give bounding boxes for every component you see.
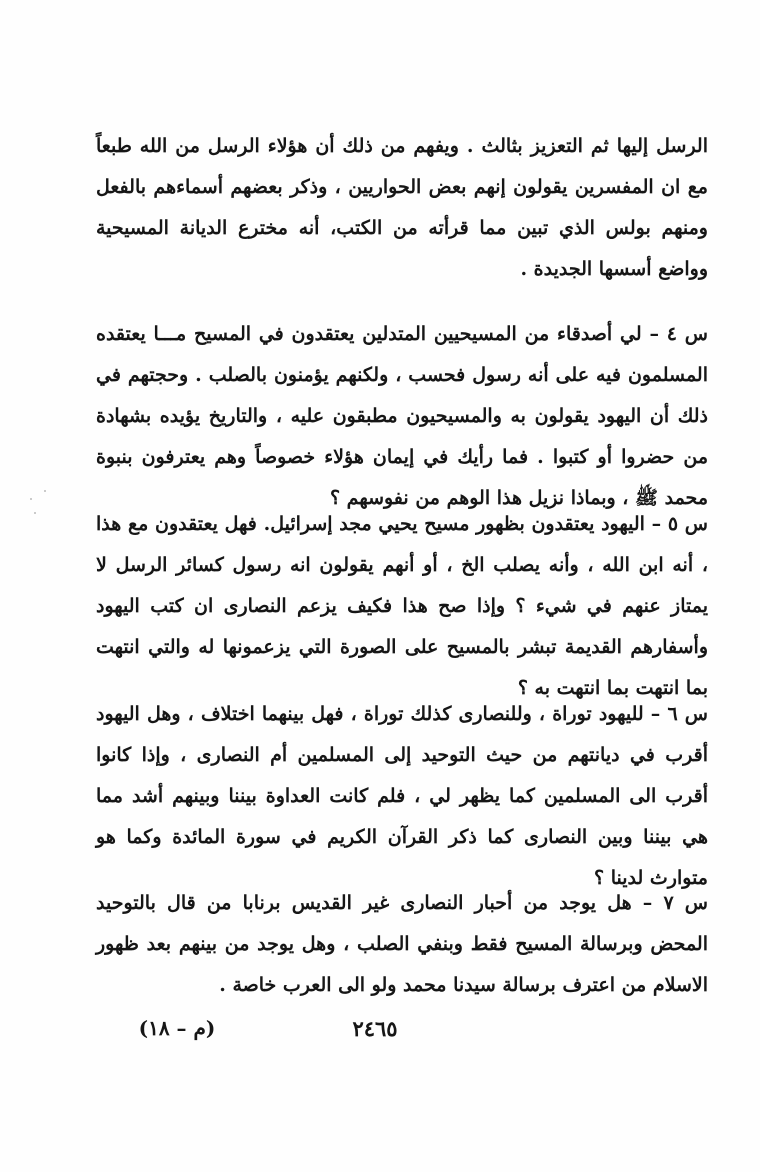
scan-speck [34,512,36,514]
question-4: س ٤ – لي أصدقاء من المسيحيين المتدلين يعتقدون في المسيح مـــا يعتقده المسلمون فيه على أنه رسول فحسب ، ولكنهم يؤمنون بالصلب . وحجتهم في ذلك أن اليهود يقولون به والمسيحيون مطبقون عليه ، والتاريخ يؤيده بشهادة من حضروا أو كتبوا . فما رأيك في إيمان هؤلاء خصوصاً وهم يعترفون بنبوة محمد ﷺ ، وبماذا نزيل هذا الوهم من نفوسهم ؟ [96,323,709,509]
question-6: س ٦ – لليهود توراة ، وللنصارى كذلك توراة ، فهل بينهما اختلاف ، وهل اليهود أقرب في ديانتهم من حيث التوحيد إلى المسلمين أم النصارى ، وإذا كانوا أقرب الى المسلمين كما يظهر لي ، فلم كانت العداوة بيننا وبينهم أشد مما هي بيننا وبين النصارى كما ذكر القرآن الكريم في سورة المائدة وكما هو متوارث لدينا ؟ [96,703,708,889]
scan-speck [44,490,46,492]
signature-mark: (م – ١٨) [138,1016,216,1040]
scan-speck [30,498,32,500]
question-5: س ٥ – اليهود يعتقدون بظهور مسيح يحيي مجد إسرائيل. فهل يعتقدون مع هذا ، أنه ابن الله ، وأنه يصلب الخ ، أو أنهم يقولون انه رسول كسائر الرسل لا يمتاز عنهم في شيء ؟ وإذا صح هذا فكيف يزعم النصارى ان كتب اليهود وأسفارهم القديمة تبشر بالمسيح على الصورة التي يزعمونها له والتي انتهت بما انتهت بما انتهت به ؟ [96,513,708,699]
paragraph-intro: الرسل إليها ثم التعزيز بثالث . ويفهم من ذلك أن هؤلاء الرسل من الله طبعاً مع ان المفسرين يقولون إنهم بعض الحواريين ، وذكر بعضهم أسماءهم بالفعل ومنهم بولس الذي تبين مما قرأته من الكتب، أنه مخترع الديانة المسيحية وواضع أسسها الجديدة . [96,135,708,280]
question-7: س ٧ – هل يوجد من أحبار النصارى غير القديس برنابا من قال بالتوحيد المحض وبرسالة المسيح فقط وبنفي الصلب ، وهل يوجد من بينهم بعد ظهور الاسلام من اعترف برسالة سيدنا محمد ولو الى العرب خاصة . [96,892,708,996]
page-number: ٢٤٦٥ [352,1016,398,1041]
